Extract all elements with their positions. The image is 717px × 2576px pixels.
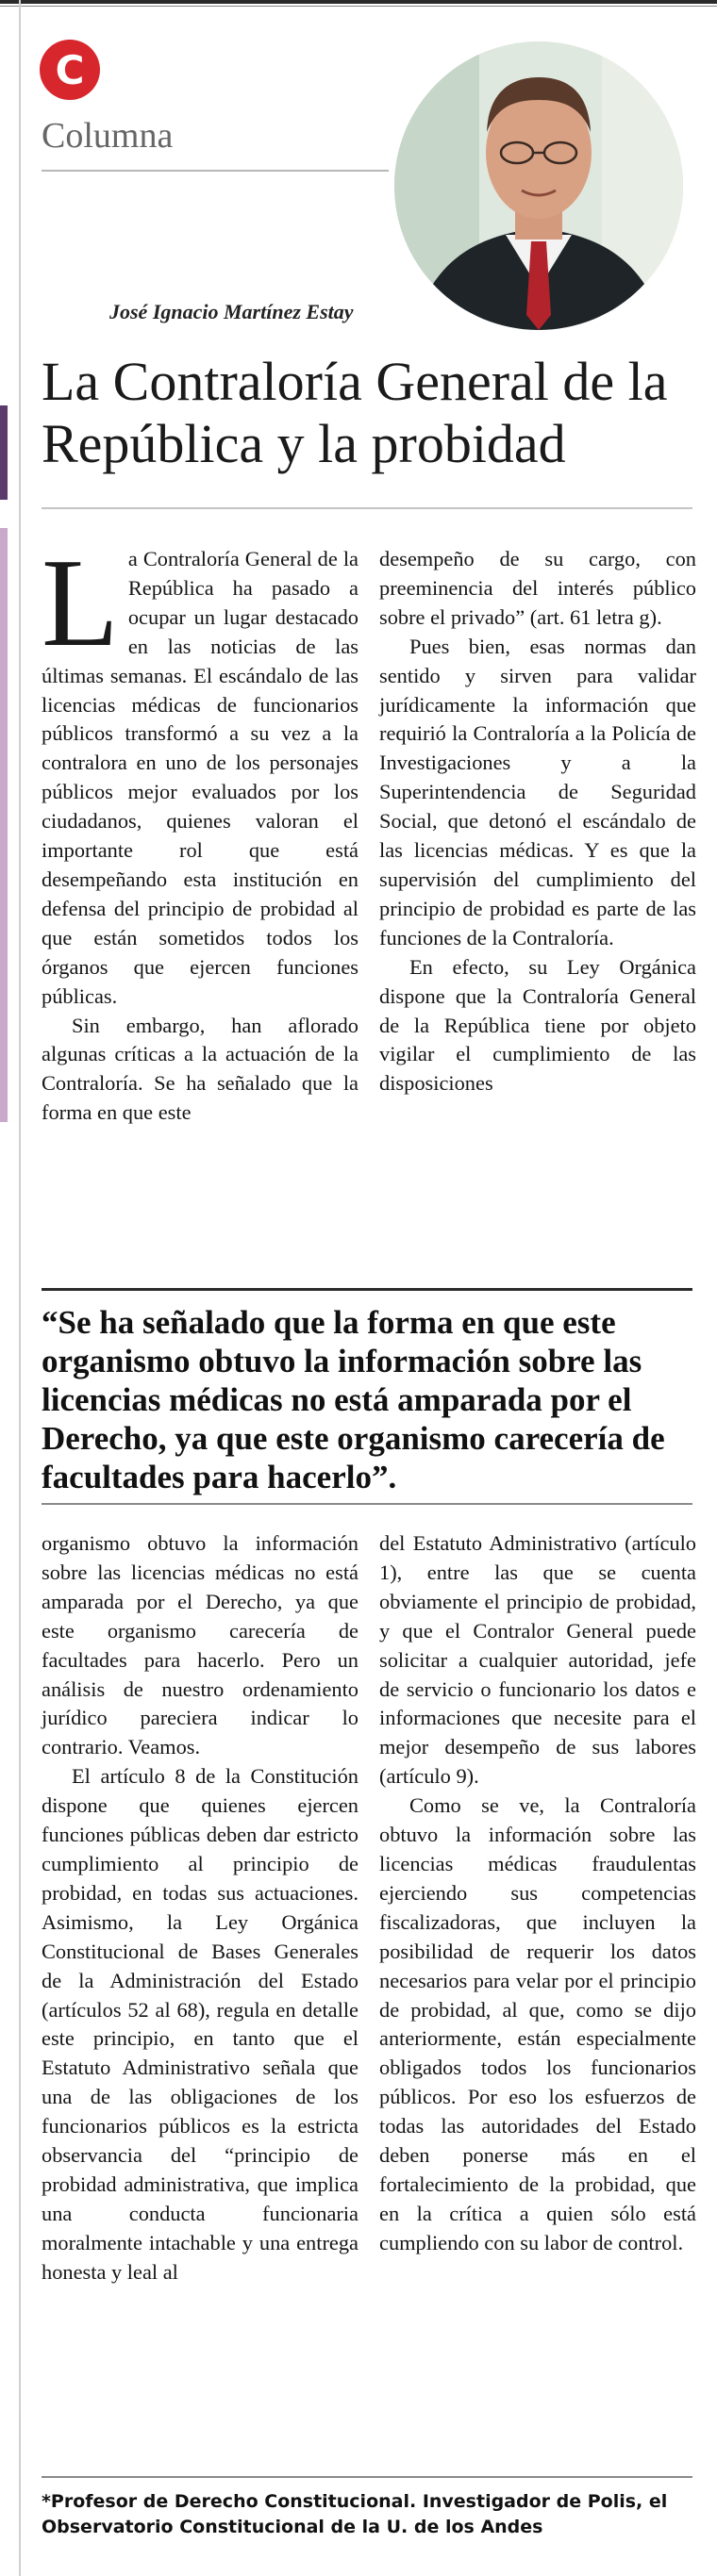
paragraph: El artículo 8 de la Constitución dispone que quienes ejercen funciones públicas deben dar estricto cumplimiento al principio de probidad, en todas sus actuaciones. Asimismo, la Ley Orgánica Constitucional de Bases Generales de la Administración del Estado (artículos 52 al 68), regula en detalle este principio, en tanto que el Estatuto Administrativo señala que una de las obligaciones de los funcionarios públicos es la estricta observancia del “principio de probidad administrativa, que implica una conducta funcionaria moralmente intachable y una entrega honesta y leal al xyxy=(42,1764,358,2284)
paragraph: del Estatuto Administrativo (artículo 1), entre las que se cuenta obviamente el principio de probidad, y que el Contralor General puede solicitar a cualquier autoridad, jefe de servicio o funcionario los datos e informaciones que necesite para el mejor desempeño de sus labores (artículo 9). xyxy=(379,1531,696,1789)
footnote-rule xyxy=(42,2476,692,2478)
adjacent-page-strip-light xyxy=(0,528,8,1122)
paragraph: a Contraloría General de la República ha pasado a ocupar un lugar destacado en las noticias de las últimas semanas. El escándalo de las licencias médicas de funcionarios públicos transformó a su vez a la contralora en uno de los personajes públicos mejor evaluados por los ciudadanos, quienes valoran el importante rol que está desempeñando esta institución en defensa del principio de probidad al que están sometidos todos los órganos que ejercen funciones públicas. xyxy=(42,547,358,1008)
paragraph: Sin embargo, han aflorado algunas críticas a la actuación de la Contraloría. Se ha señalado que la forma en que este xyxy=(42,1013,358,1125)
author-footnote: *Profesor de Derecho Constitucional. Investigador de Polis, el Observatorio Constitucional de la U. de los Andes xyxy=(42,2491,668,2537)
headline-divider xyxy=(42,507,692,509)
body-column-1 xyxy=(42,533,358,1128)
author-portrait xyxy=(394,41,683,330)
gutter-divider xyxy=(19,0,21,2576)
pullquote-top-rule xyxy=(42,1288,692,1291)
paragraph: desempeño de su cargo, con preeminencia del interés público sobre el privado” (art. 61 letra g). xyxy=(379,547,696,629)
top-rule xyxy=(0,0,717,4)
body-column-2 xyxy=(379,545,696,1098)
adjacent-page-strip xyxy=(0,405,8,500)
pull-quote: “Se ha señalado que la forma en que este organismo obtuvo la información sobre las licencias médicas no está amparada por el Derecho, ya que este organismo carecería de facultades para hacerlo”. xyxy=(42,1304,665,1495)
drop-cap: L xyxy=(42,533,119,672)
column-badge: C xyxy=(40,40,100,100)
paragraph: organismo obtuvo la información sobre las licencias médicas no está amparada por el Derecho, ya que este organismo carecería de facultades para hacerlo. Pero un análisis de nuestro ordenamiento jurídico pareciera indicar lo contrario. Veamos. xyxy=(42,1531,358,1759)
paragraph: Como se ve, la Contraloría obtuvo la información sobre las licencias médicas fraudulentas ejerciendo sus competencias fiscalizadoras, que incluyen la posibilidad de requerir los datos necesarios para velar por el principio de probidad, al que, como se dijo anteriormente, están especialmente obligados todos los funcionarios públicos. Por eso los esfuerzos de todas las autoridades del Estado deben ponerse más en el fortalecimiento de la probidad, que en la crítica a quien sólo está cumpliendo con su labor de control. xyxy=(379,1793,696,2254)
paragraph: Pues bien, esas normas dan sentido y sirven para validar jurídicamente la información que requirió la Contraloría a la Policía de Investigaciones y a la Superintendencia de Seguridad Social, que detonó el escándalo de las licencias médicas. Y es que la supervisión del cumplimiento del principio de probidad es parte de las funciones de la Contraloría. xyxy=(379,634,696,949)
body-column-3 xyxy=(42,1529,358,2287)
section-label: Columna xyxy=(42,116,174,156)
article-headline: La Contraloría General de la República y la probidad xyxy=(42,351,668,474)
section-divider xyxy=(42,170,389,172)
author-byline: José Ignacio Martínez Estay xyxy=(109,300,354,323)
paragraph: En efecto, su Ley Orgánica dispone que la Contraloría General de la República tiene por objeto vigilar el cumplimiento de las disposiciones xyxy=(379,954,696,1096)
body-column-4 xyxy=(379,1529,696,2258)
top-rule-thin xyxy=(0,6,717,7)
pullquote-bottom-rule xyxy=(42,1503,692,1505)
